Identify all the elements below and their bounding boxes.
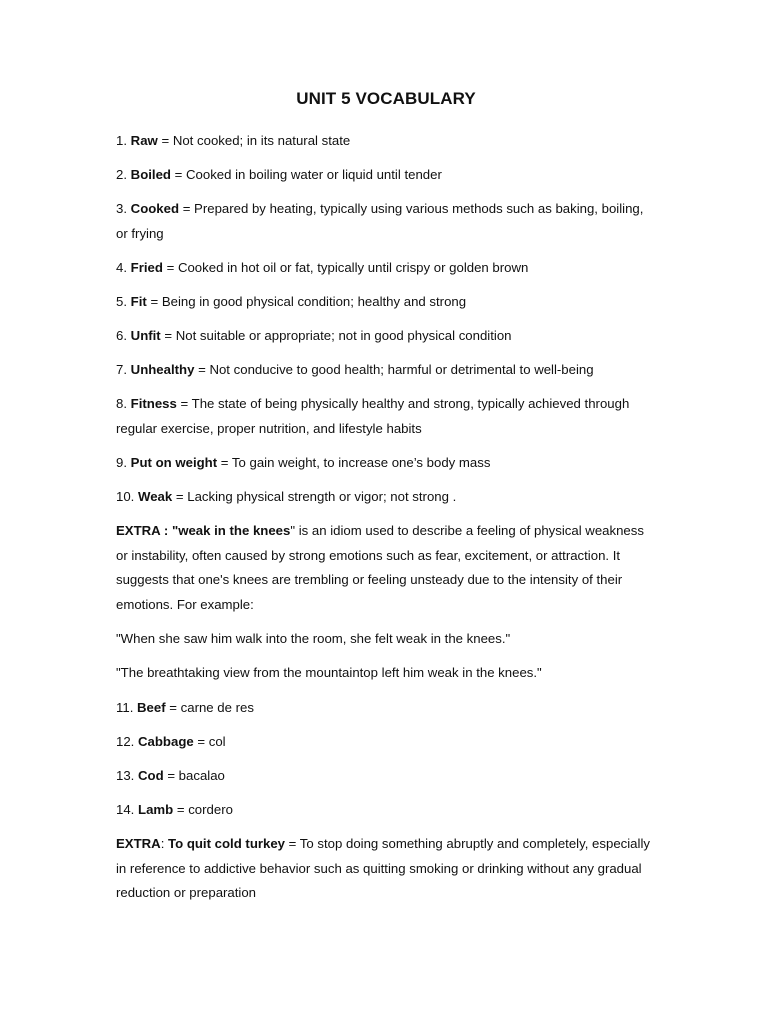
entry-definition: = cordero — [173, 802, 233, 817]
entry-number: 5. — [116, 294, 127, 309]
entry-definition: = bacalao — [163, 768, 225, 783]
extra-label: EXTRA — [116, 836, 161, 851]
vocab-entry-9 — [116, 451, 652, 476]
vocab-entry-13 — [116, 764, 652, 789]
entry-definition: = Prepared by heating, typically using various methods such as baking, boiling, or frying — [116, 201, 644, 241]
vocab-entry-1 — [116, 129, 652, 154]
entry-term: Cod — [138, 768, 164, 783]
entry-term: Fried — [130, 260, 163, 275]
entry-number: 7. — [116, 362, 127, 377]
entry-number: 4. — [116, 260, 127, 275]
entry-term: Weak — [138, 489, 173, 504]
extra-idiom-paragraph — [116, 519, 652, 617]
entry-definition: = Cooked in hot oil or fat, typically until crispy or golden brown — [162, 260, 529, 275]
idiom-term: "weak in the knees — [171, 523, 291, 538]
vocab-entry-4 — [116, 256, 652, 281]
entry-number: 10. — [116, 489, 135, 504]
entry-number: 12. — [116, 734, 135, 749]
entry-term: Cooked — [130, 201, 180, 216]
vocab-entry-8 — [116, 392, 652, 441]
entry-term: Beef — [137, 700, 166, 715]
vocab-entry-6 — [116, 324, 652, 349]
entry-number: 2. — [116, 167, 127, 182]
entry-definition: = Not conducive to good health; harmful or detrimental to well-being — [194, 362, 594, 377]
entry-definition: = Cooked in boiling water or liquid until tender — [170, 167, 442, 182]
entry-term: Boiled — [130, 167, 171, 182]
idiom-explanation: = To stop doing something abruptly and completely, especially in reference to addictive behavior such as quitting smoking or drinking without any gradual reduction or preparation — [116, 836, 650, 900]
entry-definition: = The state of being physically healthy and strong, typically achieved through regular exercise, proper nutrition, and lifestyle habits — [116, 396, 630, 436]
entry-definition: = col — [193, 734, 226, 749]
vocab-entry-14 — [116, 798, 652, 823]
vocab-entry-12 — [116, 730, 652, 755]
entry-term: Lamb — [138, 802, 174, 817]
extra-colon: : — [160, 836, 169, 851]
entry-definition: = Being in good physical condition; healthy and strong — [146, 294, 467, 309]
entry-term: Put on weight — [130, 455, 218, 470]
entry-number: 1. — [116, 133, 127, 148]
idiom-explanation: " is an idiom used to describe a feeling of physical weakness or instability, often caused by strong emotions such as fear, excitement, or attraction. It suggests that one's knees are trembling or feeling unsteady due to the intensity of their emotions. For example: — [116, 523, 644, 612]
entry-term: Fit — [130, 294, 147, 309]
entry-term: Cabbage — [138, 734, 194, 749]
entry-number: 11. — [116, 700, 134, 715]
page-title: UNIT 5 VOCABULARY — [296, 89, 476, 108]
entry-term: Unfit — [130, 328, 161, 343]
entry-number: 14. — [116, 802, 135, 817]
entry-number: 3. — [116, 201, 127, 216]
entry-number: 9. — [116, 455, 127, 470]
entry-term: Raw — [130, 133, 158, 148]
extra-cold-turkey-paragraph — [116, 832, 652, 906]
entry-term: Fitness — [130, 396, 177, 411]
entry-definition: = To gain weight, to increase one’s body mass — [217, 455, 491, 470]
entry-number: 6. — [116, 328, 127, 343]
extra-label: EXTRA : — [116, 523, 172, 538]
idiom-example-2: "The breathtaking view from the mountaintop left him weak in the knees." — [116, 665, 542, 680]
vocab-entry-3 — [116, 197, 652, 246]
entry-number: 8. — [116, 396, 127, 411]
entry-definition: = Lacking physical strength or vigor; not strong . — [172, 489, 457, 504]
entry-definition: = carne de res — [165, 700, 254, 715]
entry-definition: = Not suitable or appropriate; not in good physical condition — [160, 328, 512, 343]
vocab-entry-11 — [116, 696, 652, 721]
vocab-entry-2 — [116, 163, 652, 188]
vocab-entry-10 — [116, 485, 652, 510]
idiom-term: To quit cold turkey — [168, 836, 286, 851]
entry-term: Unhealthy — [130, 362, 195, 377]
vocab-entry-7 — [116, 358, 652, 383]
entry-definition: = Not cooked; in its natural state — [157, 133, 351, 148]
idiom-example-1: "When she saw him walk into the room, she felt weak in the knees." — [116, 631, 511, 646]
vocab-entry-5 — [116, 290, 652, 315]
entry-number: 13. — [116, 768, 135, 783]
